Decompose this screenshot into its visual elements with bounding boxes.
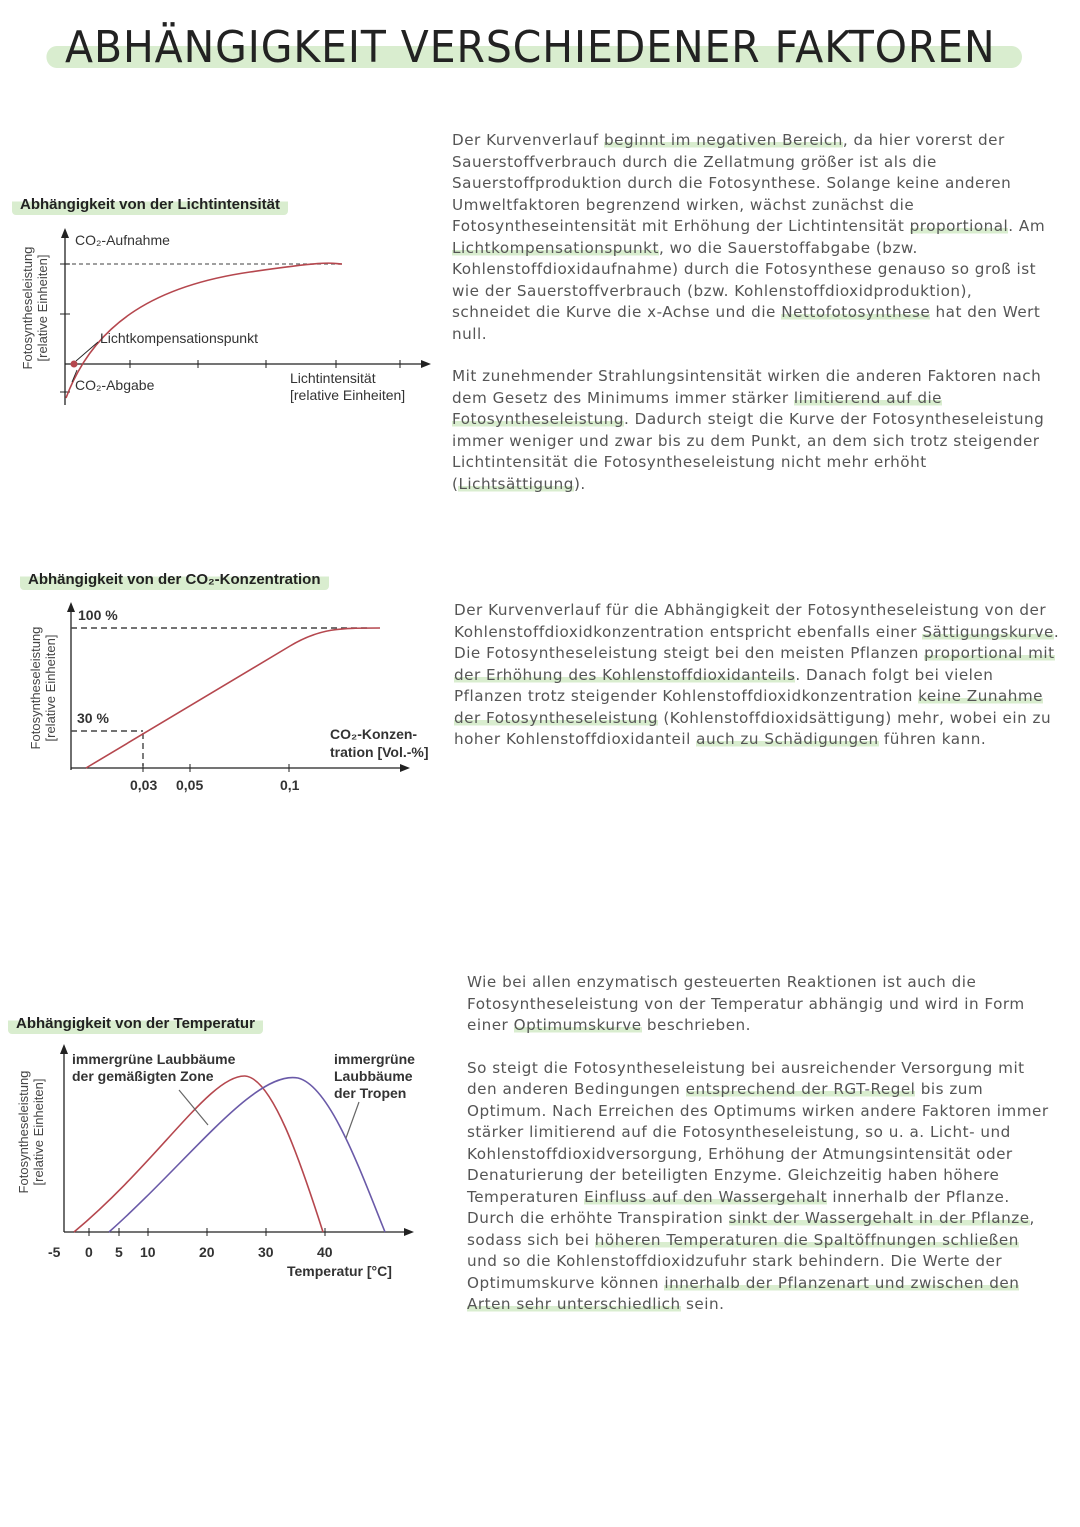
temp-text <box>467 972 1052 1316</box>
temp-x-axis-title: Temperatur [°C] <box>287 1263 392 1279</box>
highlighted-text: auch zu Schädigungen <box>696 730 879 748</box>
light-text <box>452 130 1052 495</box>
highlighted-text: entsprechend der RGT-Regel <box>685 1080 916 1098</box>
text-run: . Am <box>1008 217 1046 235</box>
co2-y-axis-title: Fotosyntheseleistung [relative Einheiten] <box>28 626 58 750</box>
light-y-axis-title: Fotosyntheseleistung [relative Einheiten] <box>20 246 50 370</box>
text-run: . Die Fotosyntheseleistung steigt bei den meisten Pflanzen <box>454 622 1060 662</box>
temp-tick-5: 5 <box>115 1244 123 1260</box>
text-run: bis zum Optimum. Nach Erreichen des Optimums wirken andere Faktoren immer stärker limitierend auf die Fotosyntheseleistung, so u. a. Licht- und Kohlenstoffdioxidversorgung, Erhöhung der Atmungsintensität oder Denaturierung der beteiligten Enzyme. Gleichzeitig haben höhere Temperaturen <box>467 1080 1049 1206</box>
co2-paragraph <box>454 600 1064 751</box>
highlighted-text: sinkt der Wassergehalt in der Pflanze <box>728 1209 1030 1227</box>
text-run: Wie bei allen enzymatisch gesteuerten Reaktionen ist auch die Fotosyntheseleistung von der Temperatur abhängig und wird in Form einer <box>467 973 1025 1034</box>
highlighted-text: beginnt im negativen Bereich <box>604 131 843 149</box>
light-x-axis-title: Lichtintensität [relative Einheiten] <box>290 370 406 403</box>
text-run: hat den Wert null. <box>452 303 1041 343</box>
text-run: Der Kurvenverlauf für die Abhängigkeit der Fotosyntheseleistung von der Kohlenstoffdioxidkonzentration entspricht ebenfalls einer <box>454 601 1047 641</box>
page-title: ABHÄNGIGKEIT VERSCHIEDENER FAKTOREN <box>52 22 1009 73</box>
highlighted-text: Lichtkompensationspunkt <box>452 238 659 257</box>
co2-chart-heading: Abhängigkeit von der CO₂-Konzentration <box>20 569 329 590</box>
highlighted-text: innerhalb der Pflanzenart und zwischen den Arten sehr unterschiedlich <box>467 1273 1020 1313</box>
temp-label-temperate: immergrüne Laubbäume der gemäßigten Zone <box>72 1051 236 1084</box>
temp-tick-0: 0 <box>85 1244 93 1260</box>
highlighted-text: Einfluss auf den Wassergehalt <box>584 1187 828 1206</box>
text-run: innerhalb der Pflanze. Durch die erhöhte Transpiration <box>467 1187 1010 1227</box>
temp-y-arrow <box>60 1044 68 1054</box>
co2-text <box>454 600 1064 751</box>
temp-x-arrow <box>404 1228 414 1236</box>
co2-tick-01: 0,1 <box>280 777 300 793</box>
co2-x-axis-title: CO₂-Konzen- tration [Vol.-%] <box>330 726 429 760</box>
co2-label-30: 30 % <box>77 710 109 726</box>
text-run: (Kohlenstoffdioxidsättigung) mehr, wobei ein zu hoher Kohlenstoffdioxidanteil <box>454 708 1052 748</box>
temp-tick-40: 40 <box>317 1244 333 1260</box>
text-run: So steigt die Fotosyntheseleistung bei ausreichender Versorgung mit den anderen Bedingungen <box>467 1058 1025 1098</box>
light-chart-heading: Abhängigkeit von der Lichtintensität <box>12 194 288 215</box>
highlighted-text: Optimumskurve <box>513 1016 642 1034</box>
highlighted-text: Nettofotosynthese <box>781 303 931 321</box>
text-run: führen kann. <box>878 730 987 748</box>
text-run: und so die Kohlenstoffdioxidzufuhr stark behindern. Die Werte der Optimumskurve können <box>467 1252 1003 1292</box>
text-run: Der Kurvenverlauf <box>452 131 605 149</box>
temp-tick-m5: -5 <box>48 1244 61 1260</box>
highlighted-text: proportional <box>909 217 1009 235</box>
temp-tick-20: 20 <box>199 1244 215 1260</box>
text-run: , sodass sich bei <box>467 1209 1035 1249</box>
co2-label-100: 100 % <box>78 607 118 623</box>
temp-paragraph <box>467 1058 1052 1316</box>
light-label-co2-release: CO₂-Abgabe <box>75 377 155 393</box>
temp-curve-temperate <box>74 1076 323 1232</box>
text-run: Mit zunehmender Strahlungsintensität wirken die anderen Faktoren nach dem Gesetz des Minimums immer stärker <box>452 367 1042 407</box>
light-label-compensation: Lichtkompensationspunkt <box>100 330 258 346</box>
co2-tick-003: 0,03 <box>130 777 158 793</box>
text-run: beschrieben. <box>641 1016 751 1034</box>
text-run: . Danach folgt bei vielen Pflanzen trotz steigender Kohlenstoffdioxidkonzentration <box>454 665 994 705</box>
highlighted-text: höheren Temperaturen die Spaltöffnungen schließen <box>594 1230 1019 1249</box>
temp-tick-30: 30 <box>258 1244 274 1260</box>
highlighted-text: proportional mit der Erhöhung des Kohlenstoffdioxidanteils <box>454 644 1055 684</box>
light-paragraph <box>452 366 1052 495</box>
temp-label-tropics: immergrüne Laubbäume der Tropen <box>334 1051 415 1101</box>
text-run: . Dadurch steigt die Kurve der Fotosyntheseleistung immer weniger und zwar bis zu dem Punkt, an dem sich trotz steigender Lichtintensität die Fotosyntheseleistung nicht mehr erhöht ( <box>452 410 1045 493</box>
text-run: ). <box>573 474 586 493</box>
co2-tick-005: 0,05 <box>176 777 204 793</box>
highlighted-text: keine Zunahme der Fotosyntheseleistung <box>454 687 1044 727</box>
text-run: sein. <box>680 1295 725 1313</box>
temp-chart-heading: Abhängigkeit von der Temperatur <box>8 1013 263 1034</box>
temp-temperate-leader <box>179 1090 208 1125</box>
highlighted-text: limitierend auf die Fotosyntheseleistung <box>452 388 943 428</box>
text-run: , da hier vorerst der Sauerstoffverbrauch durch die Zellatmung größer ist als die Sauerstoffproduktion durch die Fotosynthese. Solange keine anderen Umweltfaktoren begrenzend wirken, wächst zunächst die Fotosyntheseintensität mit Erhöhung der Lichtintensität <box>452 131 1012 235</box>
highlighted-text: Lichtsättigung <box>458 474 574 493</box>
highlighted-text: Sättigungskurve <box>922 622 1054 641</box>
text-run: , wo die Sauerstoffabgabe (bzw. Kohlenstoffdioxidaufnahme) durch die Fotosynthese genauso so groß ist wie der Sauerstoffverbrauch (bzw. Kohlenstoffdioxidproduktion), schneidet die Kurve die x-Achse und die <box>452 238 1037 321</box>
light-label-co2-uptake: CO₂-Aufnahme <box>75 232 170 248</box>
temp-paragraph <box>467 972 1052 1037</box>
temp-tropics-leader <box>346 1102 359 1138</box>
temp-tick-10: 10 <box>140 1244 156 1260</box>
temp-y-axis-title: Fotosyntheseleistung [relative Einheiten] <box>16 1070 46 1194</box>
light-paragraph <box>452 130 1052 345</box>
